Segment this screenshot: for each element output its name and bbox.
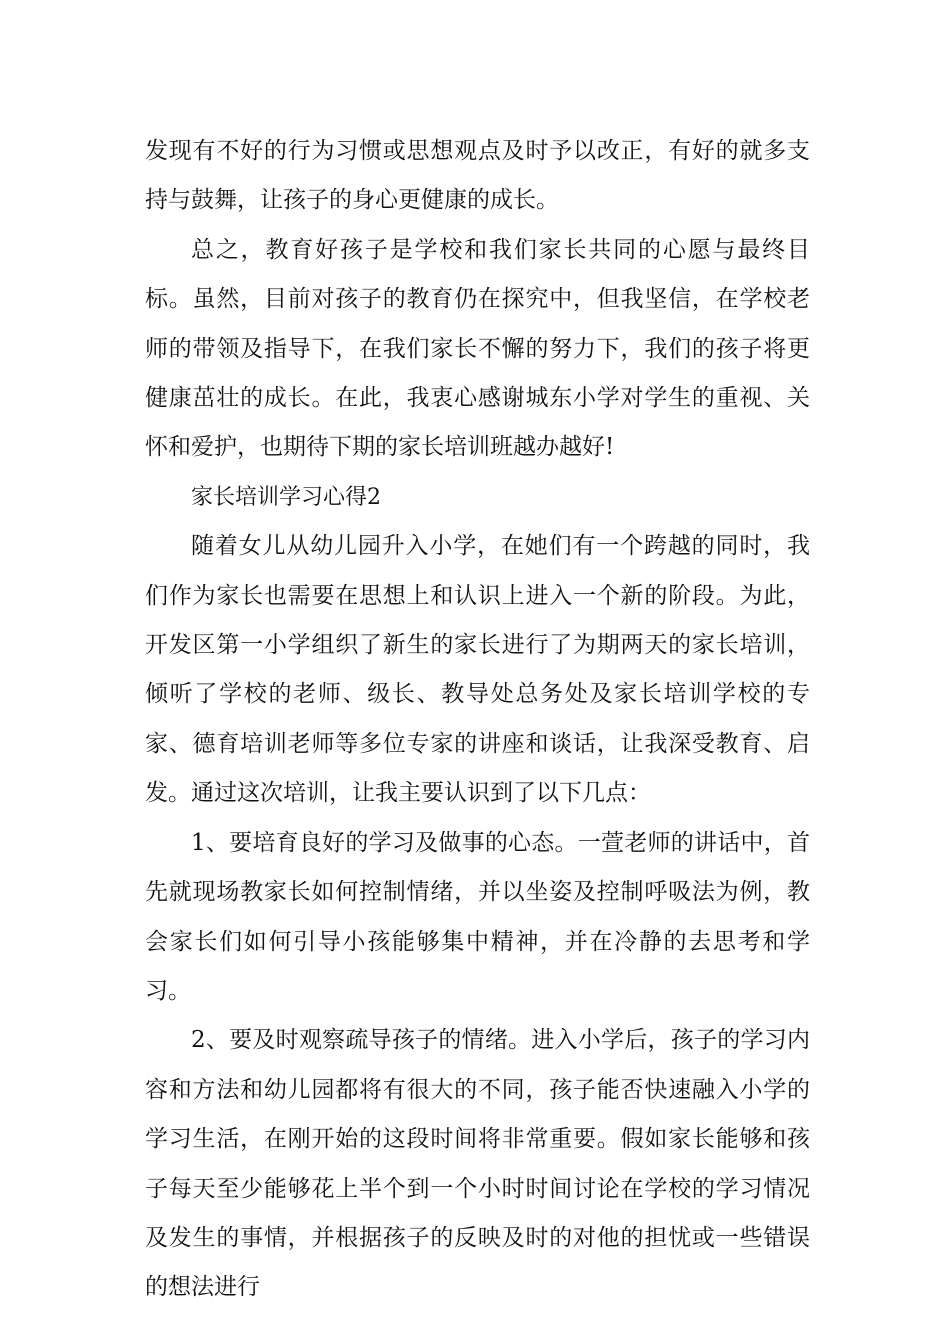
paragraph-continuation: 发现有不好的行为习惯或思想观点及时予以改正，有好的就多支持与鼓舞，让孩子的身心更健康的成长。	[145, 138, 810, 214]
paragraph-point-2: 2、要及时观察疏导孩子的情绪。进入小学后，孩子的学习内容和方法和幼儿园都将有很大的不同，孩子能否快速融入小学的学习生活，在刚开始的这段时间将非常重要。假如家长能够和孩子每天至少能够花上半个到一个小时时间讨论在学校的学习情况及发生的事情，并根据孩子的反映及时的对他的担忧或一些错误的想法进行	[145, 1027, 810, 1301]
document-body	[145, 127, 810, 1313]
paragraph-conclusion: 总之，教育好孩子是学校和我们家长共同的心愿与最终目标。虽然，目前对孩子的教育仍在探究中，但我坚信，在学校老师的带领及指导下，在我们家长不懈的努力下，我们的孩子将更健康茁壮的成长。在此，我衷心感谢城东小学对学生的重视、关怀和爱护，也期待下期的家长培训班越办越好!	[145, 236, 810, 461]
paragraph-intro: 随着女儿从幼儿园升入小学，在她们有一个跨越的同时，我们作为家长也需要在思想上和认识上进入一个新的阶段。为此，开发区第一小学组织了新生的家长进行了为期两天的家长培训，倾听了学校的老师、级长、教导处总务处及家长培训学校的专家、德育培训老师等多位专家的讲座和谈话，让我深受教育、启发。通过这次培训，让我主要认识到了以下几点：	[145, 533, 810, 807]
paragraph-point-1: 1、要培育良好的学习及做事的心态。一萱老师的讲话中，首先就现场教家长如何控制情绪，并以坐姿及控制呼吸法为例，教会家长们如何引导小孩能够集中精神，并在冷静的去思考和学习。	[145, 829, 810, 1004]
section-heading: 家长培训学习心得2	[191, 484, 381, 510]
